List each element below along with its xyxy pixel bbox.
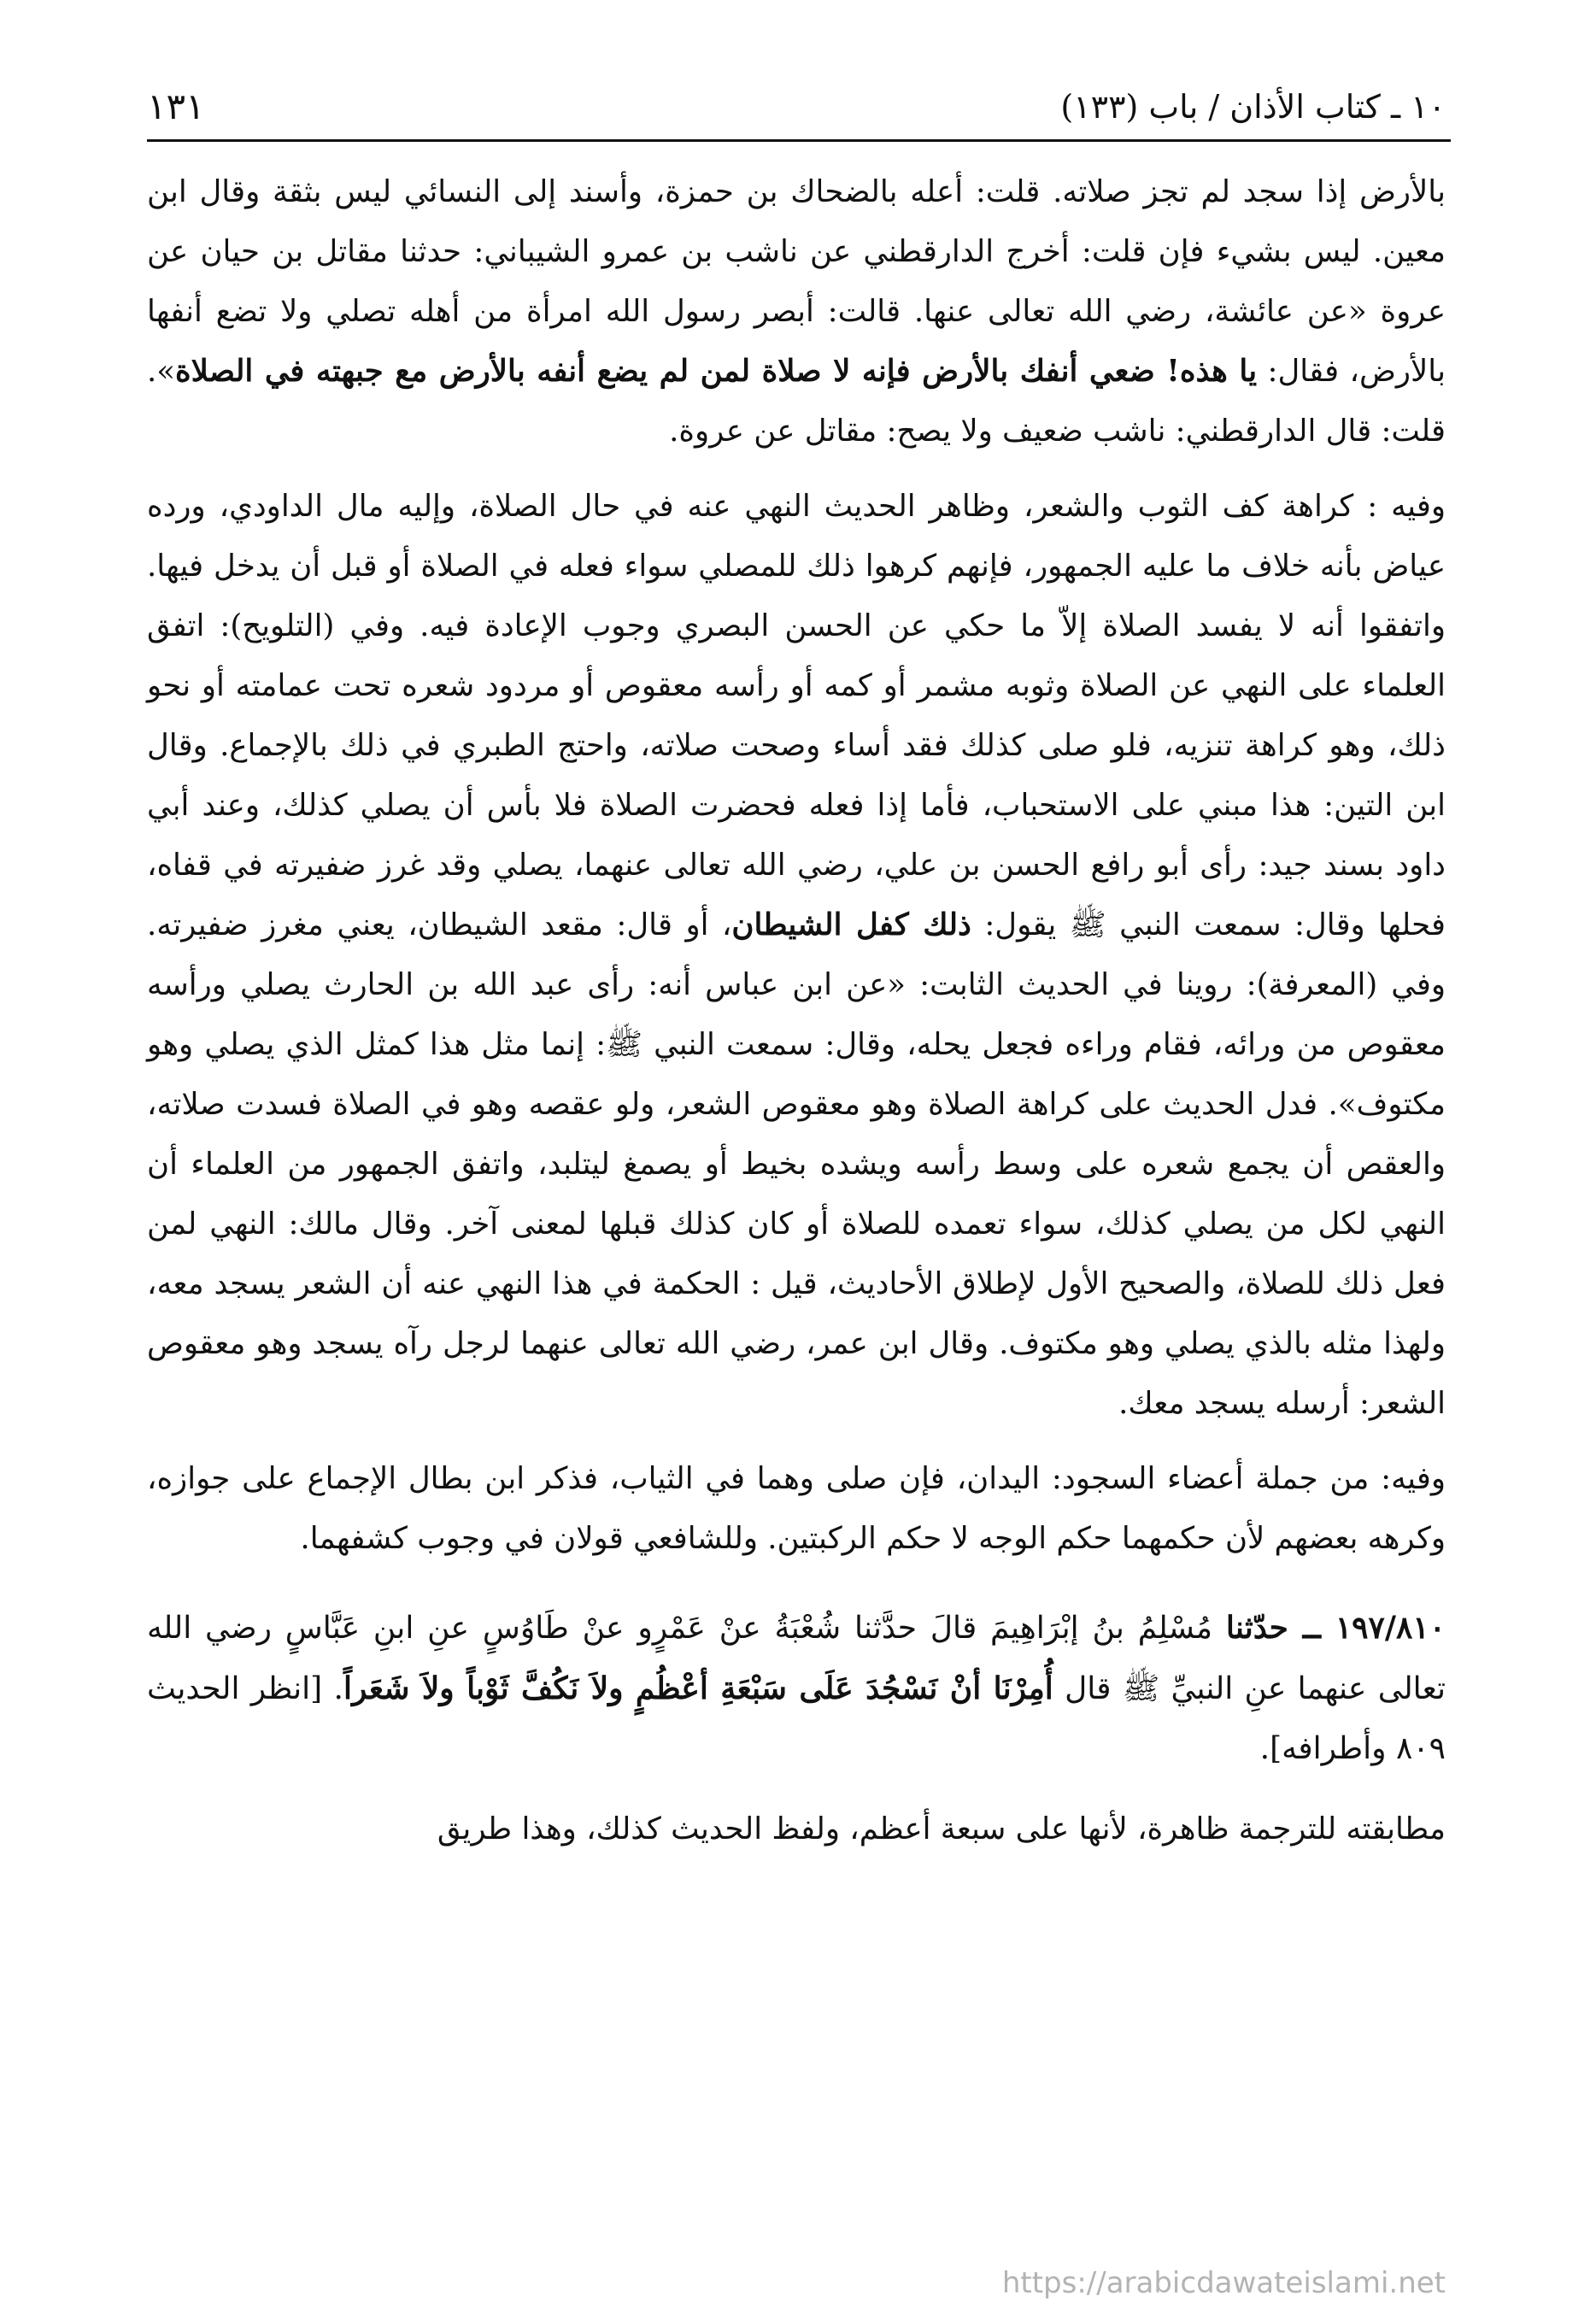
hadith-quote-bold: ذلك كفل الشيطان bbox=[731, 907, 971, 942]
page-number: ١٣١ bbox=[147, 85, 205, 127]
paragraph-mutabaqa: مطابقته للترجمة ظاهرة، لأنها على سبعة أعظم، ولفظ الحديث كذلك، وهذا طريق bbox=[437, 1811, 1446, 1846]
watermark-url: https://arabicdawateislami.net bbox=[1001, 2266, 1446, 2300]
running-title: ١٠ ـ كتاب الأذان / باب (١٣٣) bbox=[1060, 88, 1446, 126]
hadith-matn: أُمِرْنَا أنْ نَسْجُدَ عَلَى سَبْعَةِ أعْظُمٍ ولاَ نَكُفَّ ثَوْباً ولاَ شَعَراً bbox=[343, 1670, 1053, 1706]
paragraph-daraqutni bbox=[147, 162, 1446, 461]
hadith-reference: . [انظر الحديث ٨٠٩ وأطرافه]. bbox=[147, 1671, 1446, 1766]
hadith-810 bbox=[147, 1598, 1446, 1779]
page-body bbox=[147, 162, 1446, 1859]
hadith-number: ١٩٧/٨١٠ ــ حدّثنا bbox=[1225, 1610, 1446, 1646]
page-header bbox=[147, 81, 1446, 141]
hadith-chain: مُسْلِمُ بنُ إبْرَاهِيمَ قالَ حدَّثنا شُعْبَةُ عنْ عَمْرٍو عنْ طَاوُسٍ عنِ ابنِ عَبَّاسٍ رضي الله تعالى عنهما عنِ النبيِّ ﷺ قال bbox=[147, 1611, 1446, 1706]
paragraph-text: بالأرض إذا سجد لم تجز صلاته. قلت: أعله بالضحاك بن حمزة، وأسند إلى النسائي ليس بثقة وقال ابن معين. ليس بشيء فإن قلت: أخرج الدارقطني عن ناشب بن عمرو الشيباني: حدثنا مقاتل بن حيان عن عروة «عن عائشة، رضي الله تعالى عنها. قالت: أبصر رسول الله امرأة من أهله تصلي ولا تضع أنفها بالأرض، فقال: bbox=[147, 174, 1446, 389]
hadith-quote-bold: يا هذه! ضعي أنفك بالأرض فإنه لا صلاة لمن لم يضع أنفه بالأرض مع جبهته في الصلاة bbox=[175, 354, 1258, 389]
paragraph-kaff-thawb bbox=[147, 477, 1446, 1434]
paragraph-text: ». قلت: قال الدارقطني: ناشب ضعيف ولا يصح: مقاتل عن عروة. bbox=[147, 354, 1446, 449]
paragraph-text: وفيه : كراهة كف الثوب والشعر، وظاهر الحديث النهي عنه في حال الصلاة، وإليه مال الداودي، ورده عياض بأنه خلاف ما عليه الجمهور، فإنهم كرهوا ذلك للمصلي سواء فعله في الصلاة أو قبل أن يدخل فيها. واتفقوا أنه لا يفسد الصلاة إلاّ ما حكي عن الحسن البصري وجوب الإعادة فيه. وفي (التلويح): اتفق العلماء على النهي عن الصلاة وثوبه مشمر أو كمه أو رأسه معقوص أو مردود شعره تحت عمامته أو نحو ذلك، وهو كراهة تنزيه، فلو صلى كذلك فقد أساء وصحت صلاته، واحتج الطبري في ذلك بالإجماع. وقال ابن التين: هذا مبني على الاستحباب، فأما إذا فعله فحضرت الصلاة فلا بأس أن يصلي كذلك، وعند أبي داود بسند جيد: رأى أبو رافع الحسن بن علي، رضي الله تعالى عنهما، يصلي وقد غرز ضفيرته في قفاه، فحلها وقال: سمعت النبي ﷺ يقول: bbox=[147, 489, 1446, 942]
paragraph-text: ، أو قال: مقعد الشيطان، يعني مغرز ضفيرته. وفي (المعرفة): روينا في الحديث الثابت: «عن ابن عباس أنه: رأى عبد الله بن الحارث يصلي ورأسه معقوص من ورائه، فقام وراءه فجعل يحله، وقال: سمعت النبي ﷺ: إنما مثل هذا كمثل الذي يصلي وهو مكتوف». فدل الحديث على كراهة الصلاة وهو معقوص الشعر، ولو عقصه وهو في الصلاة فسدت صلاته، والعقص أن يجمع شعره على وسط رأسه ويشده بخيط أو يصمغ ليتلبد، واتفق الجمهور من العلماء أن النهي لكل من يصلي كذلك، سواء تعمده للصلاة أو كان كذلك قبلها لمعنى آخر. وقال مالك: النهي لمن فعل ذلك للصلاة، والصحيح الأول لإطلاق الأحاديث، قيل : الحكمة في هذا النهي عنه أن الشعر يسجد معه، ولهذا مثله بالذي يصلي وهو مكتوف. وقال ابن عمر، رضي الله تعالى عنهما لرجل رآه يسجد وهو معقوص الشعر: أرسله يسجد معك. bbox=[147, 907, 1446, 1421]
header-divider bbox=[147, 139, 1451, 142]
paragraph-sujud-limbs: وفيه: من جملة أعضاء السجود: اليدان، فإن صلى وهما في الثياب، فذكر ابن بطال الإجماع على جوازه، وكرهه بعضهم لأن حكمهما حكم الوجه لا حكم الركبتين. وللشافعي قولان في وجوب كشفهما. bbox=[147, 1461, 1446, 1556]
